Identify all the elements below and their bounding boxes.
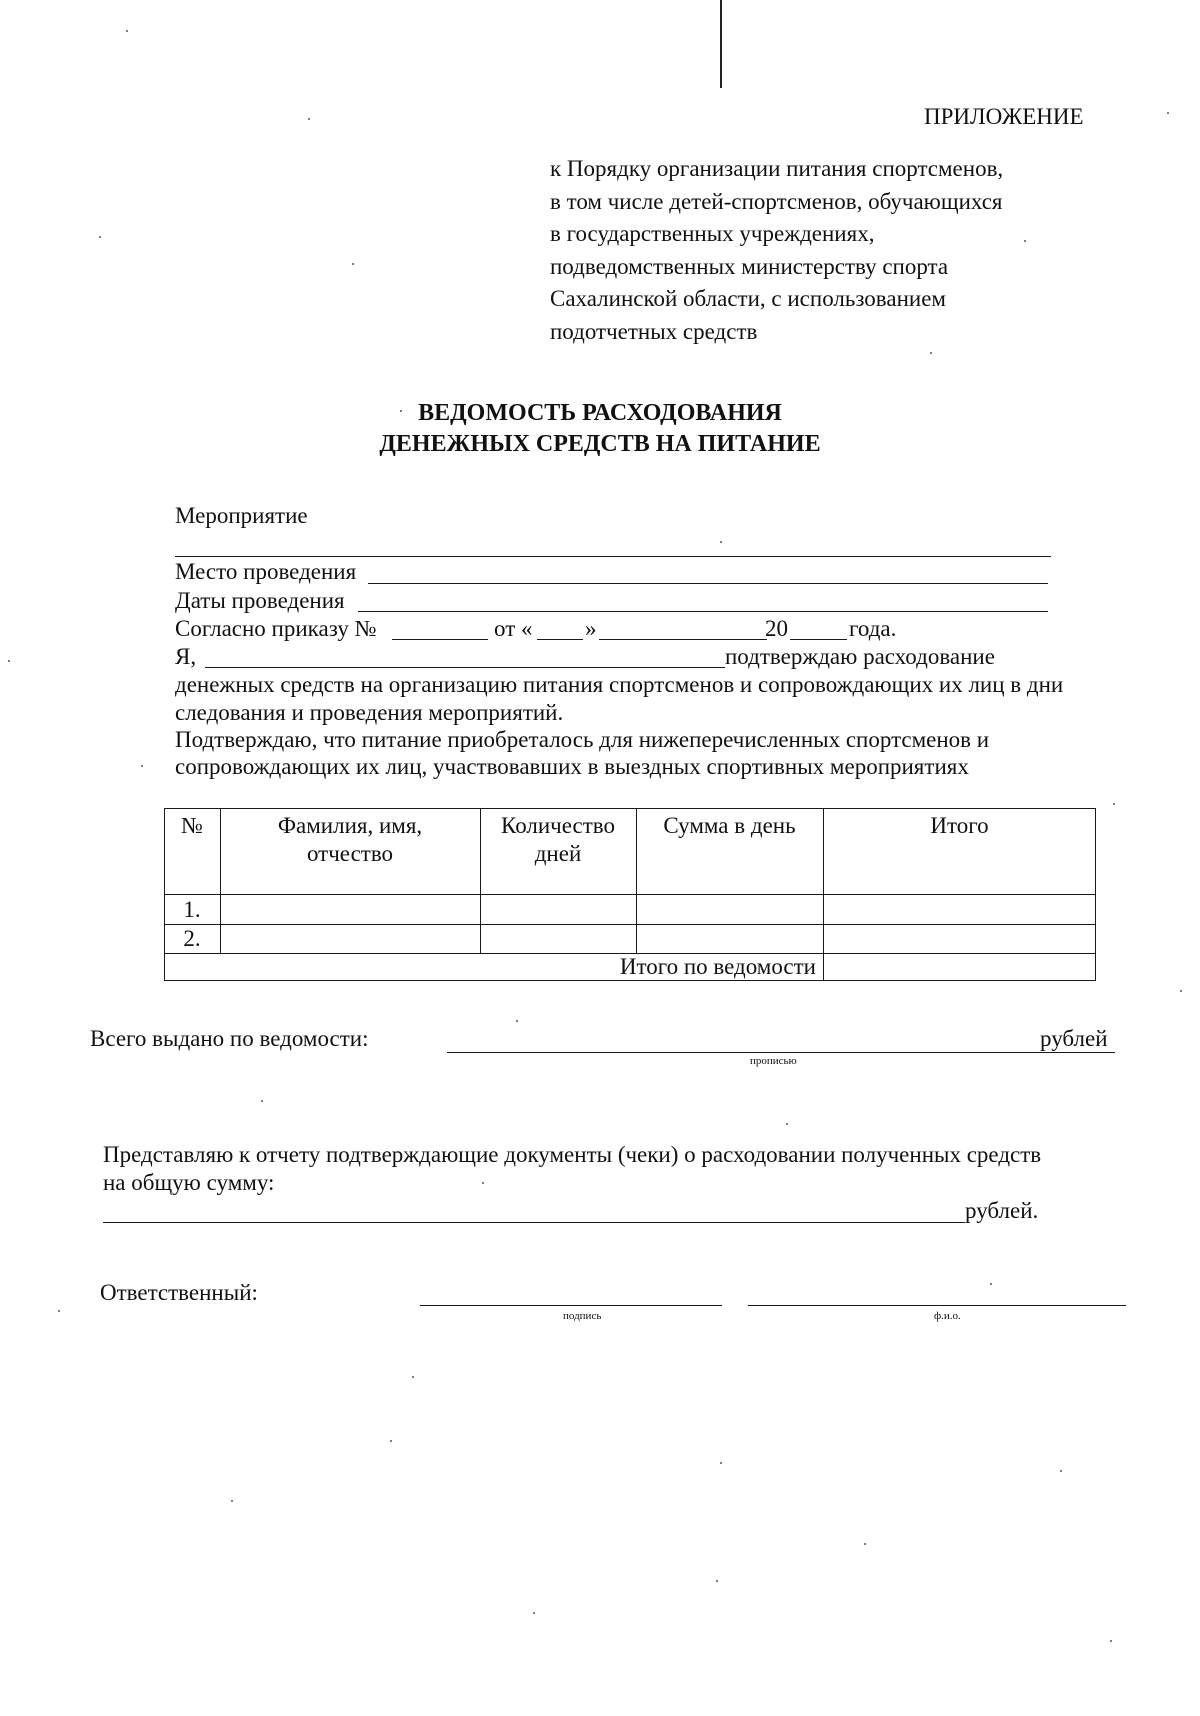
order-from-label: от «	[494, 616, 533, 641]
place-field[interactable]	[368, 583, 1048, 584]
col-header-per-day: Сумма в день	[663, 813, 796, 838]
i-label: Я,	[175, 644, 197, 669]
paragraph2-line2: сопровождающих их лиц, участвовавших в выездных спортивных мероприятиях	[175, 754, 969, 779]
dates-field[interactable]	[358, 611, 1048, 612]
report-line2: на общую сумму:	[103, 1170, 275, 1195]
table-row-num: 2.	[183, 926, 201, 951]
report-amount-field[interactable]	[103, 1222, 965, 1223]
order-year-field[interactable]	[790, 639, 847, 640]
col-header-num: №	[181, 813, 203, 838]
ref-line: подотчетных средств	[550, 319, 758, 344]
order-day-field[interactable]	[537, 639, 583, 640]
table-total-value[interactable]	[825, 955, 1094, 979]
dates-label: Даты проведения	[175, 588, 345, 613]
report-currency: рублей.	[965, 1198, 1039, 1223]
event-field[interactable]	[175, 556, 1051, 557]
issued-currency: рублей	[1040, 1026, 1108, 1051]
appendix-label: ПРИЛОЖЕНИЕ	[924, 104, 1084, 129]
paragraph2-line1: Подтверждаю, что питание приобреталось для нижеперечисленных спортсменов и	[175, 727, 990, 752]
order-quote-close: »	[585, 616, 597, 641]
paragraph1-line3: следования и проведения мероприятий.	[175, 700, 564, 725]
responsible-label: Ответственный:	[100, 1280, 258, 1305]
title-line-2: ДЕНЕЖНЫХ СРЕДСТВ НА ПИТАНИЕ	[379, 431, 821, 457]
full-name-caption: ф.и.о.	[934, 1310, 961, 1322]
table-row-cell[interactable]	[222, 896, 478, 923]
scan-artifact-line	[720, 0, 722, 88]
ref-line: Сахалинской области, с использованием	[550, 286, 946, 311]
ref-line: подведомственных министерству спорта	[550, 254, 949, 279]
issued-caption: прописью	[750, 1055, 797, 1067]
col-header-total: Итого	[930, 813, 989, 838]
place-label: Место проведения	[175, 559, 357, 584]
ref-line: в том числе детей-спортсменов, обучающихся	[550, 189, 1003, 214]
report-line1: Представляю к отчету подтверждающие документы (чеки) о расходовании полученных средств	[103, 1142, 1042, 1167]
expense-table	[164, 808, 1096, 981]
ref-line: в государственных учреждениях,	[550, 221, 875, 246]
table-row-num: 1.	[183, 897, 201, 922]
paragraph1-line2: денежных средств на организацию питания спортсменов и сопровождающих их лиц в дни	[175, 672, 1064, 697]
title-line-1: ВЕДОМОСТЬ РАСХОДОВАНИЯ	[418, 400, 782, 426]
signature-field[interactable]	[420, 1305, 722, 1306]
col-header-name-line2: отчество	[306, 841, 394, 866]
ref-line: к Порядку организации питания спортсменов,	[550, 156, 1004, 181]
order-month-field[interactable]	[599, 639, 767, 640]
signature-caption: подпись	[563, 1310, 602, 1322]
full-name-field[interactable]	[748, 1305, 1126, 1306]
order-number-field[interactable]	[392, 639, 488, 640]
person-name-field[interactable]	[205, 667, 725, 668]
col-header-days-line1: Количество	[501, 813, 615, 838]
order-year-suffix: года.	[849, 616, 897, 641]
confirm-tail: подтверждаю расходование	[725, 644, 995, 669]
issued-label: Всего выдано по ведомости:	[90, 1026, 369, 1051]
col-header-name	[220, 812, 480, 868]
table-row-cell[interactable]	[222, 926, 478, 952]
col-header-days-line2: дней	[534, 841, 582, 866]
table-total-label: Итого по ведомости	[619, 954, 816, 979]
issued-amount-field[interactable]	[447, 1052, 1115, 1053]
order-label: Согласно приказу №	[175, 616, 377, 641]
order-year-prefix: 20	[765, 616, 788, 641]
col-header-days	[480, 812, 636, 868]
event-label: Мероприятие	[175, 503, 308, 528]
document-title	[300, 398, 900, 460]
col-header-name-line1: Фамилия, имя,	[277, 813, 423, 838]
